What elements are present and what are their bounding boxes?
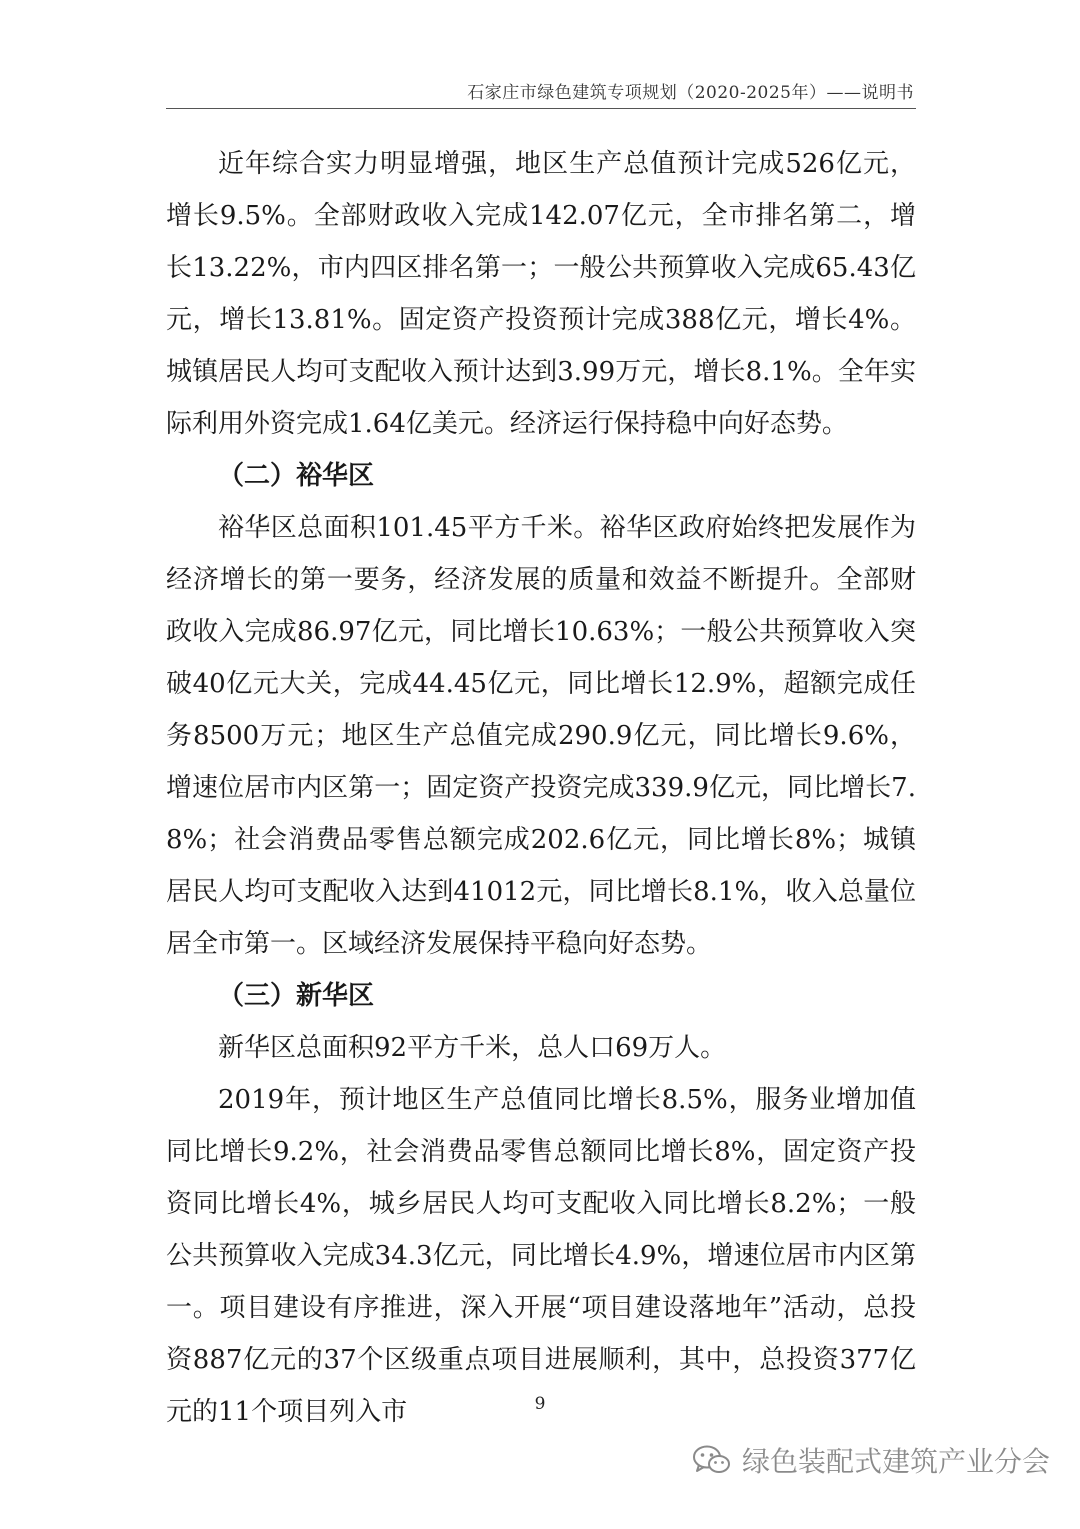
- running-header: 石家庄市绿色建筑专项规划（2020-2025年）——说明书: [467, 83, 914, 103]
- paragraph-xinhua-area: 新华区总面积92平方千米，总人口69万人。: [218, 1033, 727, 1063]
- wechat-icon: [692, 1444, 732, 1476]
- header-rule: [166, 108, 916, 109]
- watermark-text: 绿色装配式建筑产业分会: [741, 1445, 1050, 1478]
- page-number: 9: [534, 1394, 546, 1414]
- paragraph-yuhua: 裕华区总面积101.45平方千米。裕华区政府始终把发展作为经济增长的第一要务，经济发展的质量和效益不断提升。全部财政收入完成86.97亿元，同比增长10.63%；一般公共预算收入突破40亿元大关，完成44.45亿元，同比增长12.9%，超额完成任务8500万元；地区生产总值完成290.9亿元，同比增长9.6%，增速位居市内区第一；固定资产投资完成339.9亿元，同比增长7.8%；社会消费品零售总额完成202.6亿元，同比增长8%；城镇居民人均可支配收入达到41012元，同比增长8.1%，收入总量位居全市第一。区域经济发展保持平稳向好态势。: [166, 513, 916, 959]
- document-body: [166, 138, 916, 1438]
- watermark: [692, 1440, 1050, 1480]
- paragraph-overview: 近年综合实力明显增强，地区生产总值预计完成526亿元，增长9.5%。全部财政收入完成142.07亿元，全市排名第二，增长13.22%，市内四区排名第一；一般公共预算收入完成65.43亿元，增长13.81%。固定资产投资预计完成388亿元，增长4%。城镇居民人均可支配收入预计达到3.99万元，增长8.1%。全年实际利用外资完成1.64亿美元。经济运行保持稳中向好态势。: [166, 149, 916, 439]
- section-heading-xinhua: （三）新华区: [218, 981, 375, 1011]
- paragraph-xinhua-2019: 2019年，预计地区生产总值同比增长8.5%，服务业增加值同比增长9.2%，社会消费品零售总额同比增长8%，固定资产投资同比增长4%，城乡居民人均可支配收入同比增长8.2%；一般公共预算收入完成34.3亿元，同比增长4.9%，增速位居市内区第一。项目建设有序推进，深入开展“项目建设落地年”活动，总投资887亿元的37个区级重点项目进展顺利，其中，总投资377亿元的11个项目列入市: [166, 1085, 916, 1427]
- section-heading-yuhua: （二）裕华区: [218, 461, 375, 491]
